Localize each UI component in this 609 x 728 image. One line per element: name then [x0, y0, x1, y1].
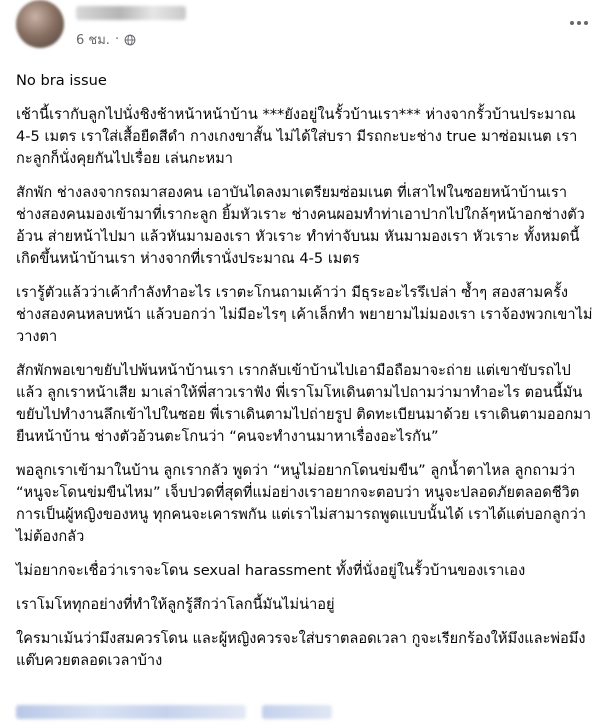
ellipsis-icon[interactable]	[565, 12, 593, 34]
post-body	[16, 70, 593, 684]
post-paragraph: เราโมโหทุกอย่างที่ทำให้ลูกรู้สึกว่าโลกนี้มันไม่น่าอยู่	[16, 596, 335, 613]
meta-separator: ·	[114, 32, 120, 47]
post-paragraph: ไม่อยากจะเชื่อว่าเราจะโดน sexual harassment ทั้งที่นั่งอยู่ในรั้วบ้านของเราเอง	[16, 562, 526, 579]
post-paragraph: เช้านี้เรากับลูกไปนั่งชิงช้าหน้าหน้าบ้าน ***ยังอยู่ในรั้วบ้านเรา*** ห่างจากรั้วบ้านประมาณ 4-5 เมตร เราใส่เสื้อยืดสีดำ กางเกงขาสั้น ไม่ได้ใส่บรา มีรถกะบะช่าง true มาซ่อมเนต เรากะลูกก็นั่งคุยกันไปเรื่อย เล่นกะหมา	[16, 106, 578, 167]
post-paragraph: เรารู้ตัวแล้วว่าเค้ากำลังทำอะไร เราตะโกนถามเค้าว่า มีธุระอะไรรึเปล่า ซ้ำๆ สองสามครั้ง ช่างสองคนหลบหน้า แล้วบอกว่า ไม่มีอะไรๆ เค้าเล็กทำ พยายามไม่มองเรา เราจ้องพวกเขาไม่วางตา	[16, 284, 593, 345]
post-title: No bra issue	[16, 72, 107, 89]
avatar[interactable]	[16, 0, 64, 48]
redacted-link[interactable]	[262, 705, 332, 719]
post-meta	[76, 29, 136, 50]
post-paragraph: พอลูกเราเข้ามาในบ้าน ลูกเรากลัว พูดว่า “หนูไม่อยากโดนข่มขืน” ลูกน้ำตาไหล ลูกถามว่า “หนูจะโดนข่มขืนไหม” เจ็บปวดที่สุดที่แม่อย่างเราอยากจะตอบว่า หนูจะปลอดภัยตลอดชีวิตการเป็นผู้หญิงของหนู ทุกคนจะเคารพกัน แต่เราไม่สามารถพูดแบบนั้นได้ เราได้แต่บอกลูกว่า ไม่ต้องกลัว	[16, 462, 587, 545]
globe-icon[interactable]	[124, 34, 136, 46]
post-paragraph: สักพักพอเขาขยับไปพ้นหน้าบ้านเรา เรากลับเข้าบ้านไปเอามือถือมาจะถ่าย แต่เขาขับรถไปแล้ว ลูกเราหน้าเสีย มาเล่าให้พี่สาวเราฟัง พี่เราโมโหเดินตามไปถามว่ามาทำอะไร ตอนนี้มันขยับไปทำงานลึกเข้าไปในซอย พี่เราเดินตามไปถ่ายรูป ติดทะเบียนมาด้วย เราเดินตามออกมายืนหน้าบ้าน ช่างตัวอ้วนตะโกนว่า “คนจะทำงานมาหาเรื่องอะไรกัน”	[16, 362, 592, 445]
redacted-link[interactable]	[16, 705, 246, 719]
author-name-redacted[interactable]	[76, 6, 186, 20]
post-header	[16, 0, 593, 60]
post-paragraph: ใครมาเม้นว่ามึงสมควรโดน และผู้หญิงควรจะใส่บราตลอดเวลา กูจะเรียกร้องให้มึงและพ่อมึงแต๊บควยตลอดเวลาบ้าง	[16, 630, 586, 669]
post-timestamp[interactable]: 6 ชม.	[76, 33, 110, 48]
post-paragraph: สักพัก ช่างลงจากรถมาสองคน เอาบันไดลงมาเตรียมซ่อมเนต ที่เสาไฟในซอยหน้าบ้านเรา ช่างสองคนมองเข้ามาที่เรากะลูก ยิ้มหัวเราะ ช่างคนผอมทำท่าเอาปากไปใกล้ๆหน้าอกช่างตัวอ้วน ส่ายหน้าไปมา แล้วหันมามองเรา หัวเราะ ทำท่าจับนม หันมามองเรา หัวเราะ ทั้งหมดนี้เกิดขึ้นหน้าบ้านเรา ห่างจากที่เรานั่งประมาณ 4-5 เมตร	[16, 184, 585, 267]
